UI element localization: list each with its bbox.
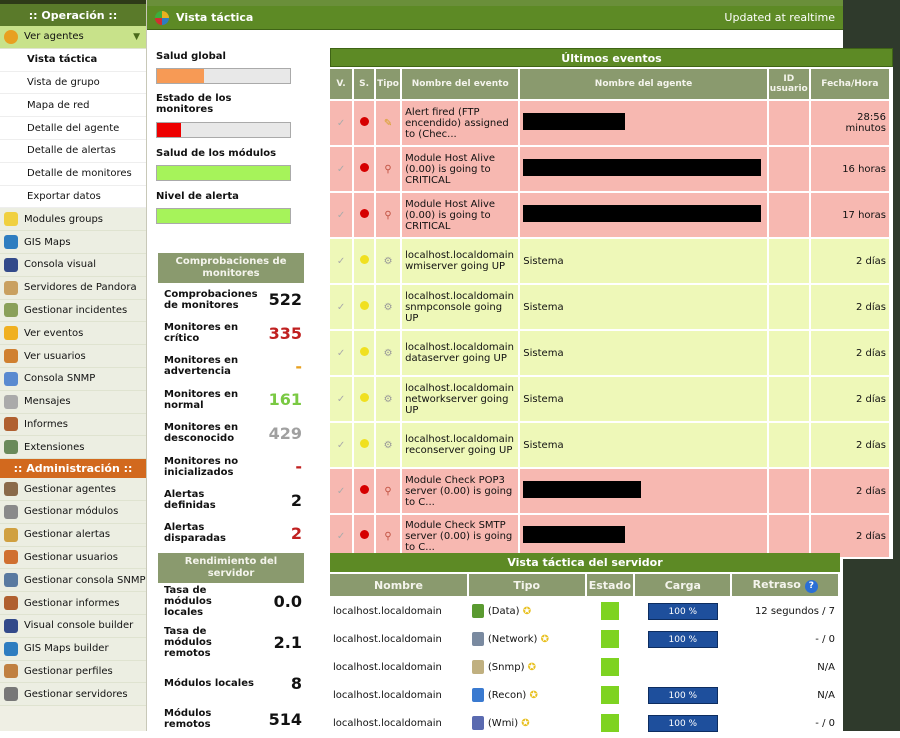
severity-cell (354, 515, 374, 557)
stat-label: Monitores en desconocido (164, 422, 239, 445)
page-header (147, 6, 843, 30)
severity-dot-icon (360, 393, 369, 402)
events-col-id-usuario[interactable]: ID usuario (769, 69, 809, 99)
stat-label: Monitores en advertencia (164, 355, 239, 378)
event-date: 28:56 minutos (811, 101, 889, 145)
server-status (587, 710, 634, 736)
stat-value: - (295, 356, 302, 376)
event-row[interactable] (330, 331, 889, 375)
gis-maps-icon (4, 235, 18, 249)
server-status (587, 598, 634, 624)
gear-icon: ⚙ (376, 331, 400, 375)
server-delay: 12 segundos / 7 (732, 598, 838, 624)
extensiones-icon (4, 440, 18, 454)
server-load (635, 682, 730, 708)
stat-row-alertas-disparadas (158, 517, 304, 550)
severity-cell (354, 423, 374, 467)
server-delay: - / 0 (732, 626, 838, 652)
gestionar-incidentes-icon (4, 303, 18, 317)
severity-dot-icon (360, 439, 369, 448)
severity-dot-icon (360, 485, 369, 494)
sidebar (0, 0, 147, 731)
server-type: (Network) ✪ (469, 626, 585, 652)
events-col-fecha-hora[interactable]: Fecha/Hora (811, 69, 889, 99)
server-view-title: Vista táctica del servidor (330, 553, 840, 572)
page-title: Vista táctica (176, 11, 254, 24)
sidebar-item-consola-visual[interactable]: Consola visual (0, 254, 146, 277)
perf-label: Tasa de módulos remotos (164, 625, 212, 659)
health-modules-gauge (156, 165, 291, 181)
health-global-label: Salud global (156, 51, 226, 62)
tactical-left-panel (150, 30, 322, 731)
sidebar-section-operacion: :: Operación :: (0, 0, 146, 26)
health-monitors-label: Estado de los monitores (156, 93, 232, 115)
gestionar-agentes-icon (4, 482, 18, 496)
status-ok-indicator (601, 686, 619, 704)
user-id (769, 101, 809, 145)
validate-check-icon[interactable]: ✓ (330, 239, 352, 283)
alert-bell-icon: ✎ (376, 101, 400, 145)
server-name[interactable]: localhost.localdomain (330, 682, 467, 708)
gauge-fill (157, 209, 290, 223)
event-name[interactable]: Alert fired (FTP encendido) assigned to (Chec... (402, 101, 518, 145)
event-name[interactable]: localhost.localdomain wmiserver going UP (402, 239, 518, 283)
gear-icon: ⚙ (376, 285, 400, 329)
load-bar: 100 % (648, 603, 718, 620)
agents-icon (4, 30, 18, 44)
server-row[interactable] (330, 654, 838, 680)
events-col-s[interactable]: S. (354, 69, 374, 99)
sidebar-section-administracion: :: Administración :: (0, 459, 146, 478)
stat-row-monitores-en-desconocido (158, 417, 304, 450)
star-icon: ✪ (537, 634, 550, 645)
bulb-icon: ⚲ (376, 515, 400, 557)
agent-name[interactable]: Sistema (520, 331, 766, 375)
agent-name[interactable] (520, 515, 766, 557)
gear-icon: ⚙ (376, 423, 400, 467)
user-id (769, 331, 809, 375)
gestionar-perfiles-icon (4, 664, 18, 678)
perf-row-modulos-remotos (158, 701, 304, 737)
perf-value: 8 (290, 673, 302, 693)
sidebar-item-ver-usuarios[interactable]: Ver usuarios (0, 345, 146, 368)
event-date: 2 días (811, 515, 889, 557)
server-row[interactable] (330, 710, 838, 736)
consola-snmp-icon (4, 372, 18, 386)
alert-level-label: Nivel de alerta (156, 191, 239, 202)
server-col-estado[interactable]: Estado (587, 574, 634, 596)
severity-dot-icon (360, 301, 369, 310)
event-row[interactable] (330, 423, 889, 467)
mensajes-icon (4, 395, 18, 409)
update-status: Updated at realtime (724, 11, 835, 24)
bulb-icon: ⚲ (376, 193, 400, 237)
severity-cell (354, 193, 374, 237)
server-delay: - / 0 (732, 710, 838, 736)
agent-name[interactable]: Sistema (520, 423, 766, 467)
perf-row-modulos-locales (158, 665, 304, 701)
database-icon (472, 604, 484, 618)
star-icon: ✪ (526, 690, 538, 701)
health-monitors-gauge (156, 122, 291, 138)
redacted-block (523, 113, 625, 130)
sidebar-item-ver-eventos[interactable]: Ver eventos (0, 322, 146, 345)
perf-label: Tasa de módulos locales (164, 584, 212, 618)
event-date: 2 días (811, 285, 889, 329)
event-name[interactable]: localhost.localdomain reconserver going UP (402, 423, 518, 467)
server-performance-title: Rendimiento del servidor (158, 553, 304, 583)
validate-check-icon[interactable]: ✓ (330, 377, 352, 421)
server-type: (Wmi) ✪ (469, 710, 585, 736)
event-date: 2 días (811, 239, 889, 283)
snmp-icon (472, 660, 484, 674)
sidebar-item-informes[interactable]: Informes (0, 414, 146, 437)
sidebar-subitem-detalle-del-agente[interactable]: Detalle del agente (0, 117, 146, 140)
ver-usuarios-icon (4, 349, 18, 363)
sidebar-subitem-detalle-de-monitores[interactable]: Detalle de monitores (0, 163, 146, 186)
event-row[interactable] (330, 377, 889, 421)
consola-visual-icon (4, 258, 18, 272)
stat-row-monitores-no-inicializados (158, 450, 304, 483)
health-global-gauge (156, 68, 291, 84)
user-id (769, 377, 809, 421)
agent-name[interactable] (520, 147, 766, 191)
sidebar-item-gestionar-agentes[interactable]: Gestionar agentes (0, 478, 146, 501)
server-type: (Recon) ✪ (469, 682, 585, 708)
stat-label: Monitores en normal (164, 388, 239, 411)
gauge-fill (157, 69, 204, 83)
sidebar-item-servidores-de-pandora[interactable]: Servidores de Pandora (0, 277, 146, 300)
sidebar-item-mensajes[interactable]: Mensajes (0, 391, 146, 414)
servidores-de-pandora-icon (4, 281, 18, 295)
sidebar-item-gestionar-usuarios[interactable]: Gestionar usuarios (0, 547, 146, 570)
chevron-down-icon[interactable]: ▼ (133, 31, 140, 42)
agent-name[interactable]: Sistema (520, 377, 766, 421)
server-row[interactable] (330, 626, 838, 652)
sidebar-item-gis-maps-builder[interactable]: GIS Maps builder (0, 638, 146, 661)
sidebar-subitem-mapa-de-red[interactable]: Mapa de red (0, 94, 146, 117)
sidebar-subitem-exportar-datos[interactable]: Exportar datos (0, 186, 146, 209)
stat-label: Monitores en crítico (164, 322, 239, 345)
gear-icon: ⚙ (376, 239, 400, 283)
agent-name[interactable] (520, 101, 766, 145)
severity-cell (354, 469, 374, 513)
pandora-logo-icon (155, 11, 169, 25)
stat-label: Comprobaciones de monitores (164, 288, 258, 311)
informes-icon (4, 417, 18, 431)
monitor-checks-title: Comprobaciones de monitores (158, 253, 304, 283)
sidebar-subitem-detalle-de-alertas[interactable]: Detalle de alertas (0, 140, 146, 163)
sidebar-item-visual-console-builder[interactable]: Visual console builder (0, 615, 146, 638)
star-icon: ✪ (524, 662, 537, 673)
server-col-tipo[interactable]: Tipo (469, 574, 585, 596)
validate-check-icon[interactable]: ✓ (330, 515, 352, 557)
stat-label: Alertas disparadas (164, 522, 226, 545)
latest-events-panel (330, 48, 893, 559)
severity-cell (354, 331, 374, 375)
server-row[interactable] (330, 682, 838, 708)
events-col-nombre-del-agente[interactable]: Nombre del agente (520, 69, 766, 99)
user-id (769, 147, 809, 191)
perf-value: 2.1 (273, 632, 302, 652)
sidebar-item-gestionar-informes[interactable]: Gestionar informes (0, 592, 146, 615)
visual-console-builder-icon (4, 619, 18, 633)
severity-dot-icon (360, 163, 369, 172)
event-date: 2 días (811, 377, 889, 421)
network-icon (472, 632, 484, 646)
severity-cell (354, 239, 374, 283)
severity-dot-icon (360, 530, 369, 539)
status-ok-indicator (601, 658, 619, 676)
stat-value: 522 (268, 290, 302, 310)
server-type: (Data) ✪ (469, 598, 585, 624)
perf-value: 0.0 (273, 591, 302, 611)
event-date: 2 días (811, 331, 889, 375)
sidebar-item-gis-maps[interactable]: GIS Maps (0, 231, 146, 254)
stat-label: Alertas definidas (164, 489, 216, 512)
user-id (769, 193, 809, 237)
agent-name[interactable]: Sistema (520, 285, 766, 329)
sidebar-item-ver-agentes[interactable]: Ver agentes ▼ (0, 26, 146, 49)
event-row[interactable] (330, 193, 889, 237)
server-col-carga[interactable]: Carga (635, 574, 730, 596)
gestionar-consola-snmp-icon (4, 573, 18, 587)
status-ok-indicator (601, 714, 619, 732)
star-icon: ✪ (519, 606, 532, 617)
server-performance-box (158, 553, 304, 737)
modules-groups-icon (4, 212, 18, 226)
perf-label: Módulos locales (164, 677, 254, 689)
perf-value: 514 (268, 709, 302, 729)
event-row[interactable] (330, 285, 889, 329)
agent-name[interactable]: Sistema (520, 239, 766, 283)
sidebar-item-consola-snmp[interactable]: Consola SNMP (0, 368, 146, 391)
wmi-icon (472, 716, 484, 730)
server-name[interactable]: localhost.localdomain (330, 654, 467, 680)
server-name[interactable]: localhost.localdomain (330, 598, 467, 624)
sidebar-item-extensiones[interactable]: Extensiones (0, 436, 146, 459)
event-row[interactable] (330, 239, 889, 283)
server-delay: N/A (732, 654, 838, 680)
stat-row-monitores-en-normal (158, 383, 304, 416)
sidebar-item-gestionar-consola-snmp[interactable]: Gestionar consola SNMP (0, 569, 146, 592)
server-load (635, 598, 730, 624)
redacted-block (523, 481, 641, 498)
load-bar: 100 % (648, 715, 718, 732)
server-status (587, 626, 634, 652)
status-ok-indicator (601, 630, 619, 648)
gauge-fill (157, 166, 290, 180)
server-load (635, 654, 730, 680)
health-modules-label: Salud de los módulos (156, 148, 277, 159)
alert-level-gauge (156, 208, 291, 224)
validate-check-icon[interactable]: ✓ (330, 285, 352, 329)
sidebar-item-modules-groups[interactable]: Modules groups (0, 208, 146, 231)
server-delay: N/A (732, 682, 838, 708)
load-bar: 100 % (648, 631, 718, 648)
stat-value: - (295, 457, 302, 477)
sidebar-subitem-vista-de-grupo[interactable]: Vista de grupo (0, 72, 146, 95)
gis-maps-builder-icon (4, 642, 18, 656)
stat-value: 2 (290, 490, 302, 510)
user-id (769, 423, 809, 467)
event-row[interactable] (330, 515, 889, 557)
stat-label: Monitores no inicializados (164, 455, 239, 478)
stat-value: 429 (268, 423, 302, 443)
server-col-retraso[interactable]: Retraso ? (732, 574, 838, 596)
event-name[interactable]: Module Check POP3 server (0.00) is going to C... (402, 469, 518, 513)
ver-eventos-icon (4, 326, 18, 340)
user-id (769, 285, 809, 329)
status-ok-indicator (601, 602, 619, 620)
agent-name[interactable] (520, 469, 766, 513)
user-id (769, 469, 809, 513)
stat-value: 161 (268, 390, 302, 410)
bulb-icon: ⚲ (376, 469, 400, 513)
server-load (635, 626, 730, 652)
stat-value: 335 (268, 323, 302, 343)
event-row[interactable] (330, 147, 889, 191)
severity-cell (354, 285, 374, 329)
validate-check-icon[interactable]: ✓ (330, 331, 352, 375)
severity-dot-icon (360, 347, 369, 356)
stat-value: 2 (290, 523, 302, 543)
severity-cell (354, 377, 374, 421)
server-tactical-view (330, 553, 840, 738)
event-date: 17 horas (811, 193, 889, 237)
load-bar: 100 % (648, 687, 718, 704)
severity-dot-icon (360, 117, 369, 126)
gear-icon: ⚙ (376, 377, 400, 421)
user-id (769, 239, 809, 283)
server-name[interactable]: localhost.localdomain (330, 710, 467, 736)
gestionar-servidores-icon (4, 687, 18, 701)
sidebar-item-gestionar-perfiles[interactable]: Gestionar perfiles (0, 661, 146, 684)
events-col-tipo[interactable]: Tipo (376, 69, 400, 99)
event-name[interactable]: Module Check SMTP server (0.00) is going to C... (402, 515, 518, 557)
events-col-v[interactable]: V. (330, 69, 352, 99)
event-name[interactable]: Module Host Alive (0.00) is going to CRITICAL (402, 193, 518, 237)
server-status (587, 682, 634, 708)
event-row[interactable] (330, 469, 889, 513)
severity-dot-icon (360, 255, 369, 264)
validate-check-icon[interactable]: ✓ (330, 101, 352, 145)
redacted-block (523, 159, 761, 176)
server-type: (Snmp) ✪ (469, 654, 585, 680)
validate-check-icon[interactable]: ✓ (330, 193, 352, 237)
events-col-nombre-del-evento[interactable]: Nombre del evento (402, 69, 518, 99)
validate-check-icon[interactable]: ✓ (330, 147, 352, 191)
perf-row-tasa-de-modulos-remotos (158, 619, 304, 665)
star-icon: ✪ (518, 718, 530, 729)
gestionar-alertas-icon (4, 528, 18, 542)
event-row[interactable] (330, 101, 889, 145)
perf-row-tasa-de-modulos-locales (158, 583, 304, 619)
server-name[interactable]: localhost.localdomain (330, 626, 467, 652)
sidebar-item-gestionar-modulos[interactable]: Gestionar módulos (0, 501, 146, 524)
sidebar-item-gestionar-alertas[interactable]: Gestionar alertas (0, 524, 146, 547)
events-table (328, 67, 891, 559)
server-row[interactable] (330, 598, 838, 624)
monitor-checks-box (158, 253, 304, 550)
event-name[interactable]: localhost.localdomain snmpconsole going UP (402, 285, 518, 329)
event-date: 2 días (811, 469, 889, 513)
user-id (769, 515, 809, 557)
stat-row-alertas-definidas (158, 483, 304, 516)
stat-row-comprobaciones-de-monitores (158, 283, 304, 316)
sidebar-subitem-vista-tactica[interactable]: Vista táctica (0, 49, 146, 72)
redacted-block (523, 205, 761, 222)
server-status (587, 654, 634, 680)
recon-icon (472, 688, 484, 702)
stat-row-monitores-en-critico (158, 316, 304, 349)
server-col-nombre[interactable]: Nombre (330, 574, 467, 596)
gestionar-informes-icon (4, 596, 18, 610)
event-date: 16 horas (811, 147, 889, 191)
agent-name[interactable] (520, 193, 766, 237)
validate-check-icon[interactable]: ✓ (330, 423, 352, 467)
latest-events-title: Últimos eventos (330, 48, 893, 67)
event-date: 2 días (811, 423, 889, 467)
severity-cell (354, 147, 374, 191)
event-name[interactable]: Module Host Alive (0.00) is going to CRITICAL (402, 147, 518, 191)
server-load (635, 710, 730, 736)
sidebar-item-gestionar-incidentes[interactable]: Gestionar incidentes (0, 300, 146, 323)
validate-check-icon[interactable]: ✓ (330, 469, 352, 513)
server-table (328, 572, 840, 738)
severity-cell (354, 101, 374, 145)
event-name[interactable]: localhost.localdomain networkserver going UP (402, 377, 518, 421)
perf-label: Módulos remotos (164, 708, 212, 730)
gestionar-modulos-icon (4, 505, 18, 519)
redacted-block (523, 526, 625, 543)
severity-dot-icon (360, 209, 369, 218)
stat-row-monitores-en-advertencia (158, 350, 304, 383)
help-icon[interactable]: ? (805, 580, 818, 593)
gestionar-usuarios-icon (4, 550, 18, 564)
sidebar-item-gestionar-servidores[interactable]: Gestionar servidores (0, 683, 146, 706)
gauge-fill (157, 123, 181, 137)
event-name[interactable]: localhost.localdomain dataserver going UP (402, 331, 518, 375)
bulb-icon: ⚲ (376, 147, 400, 191)
